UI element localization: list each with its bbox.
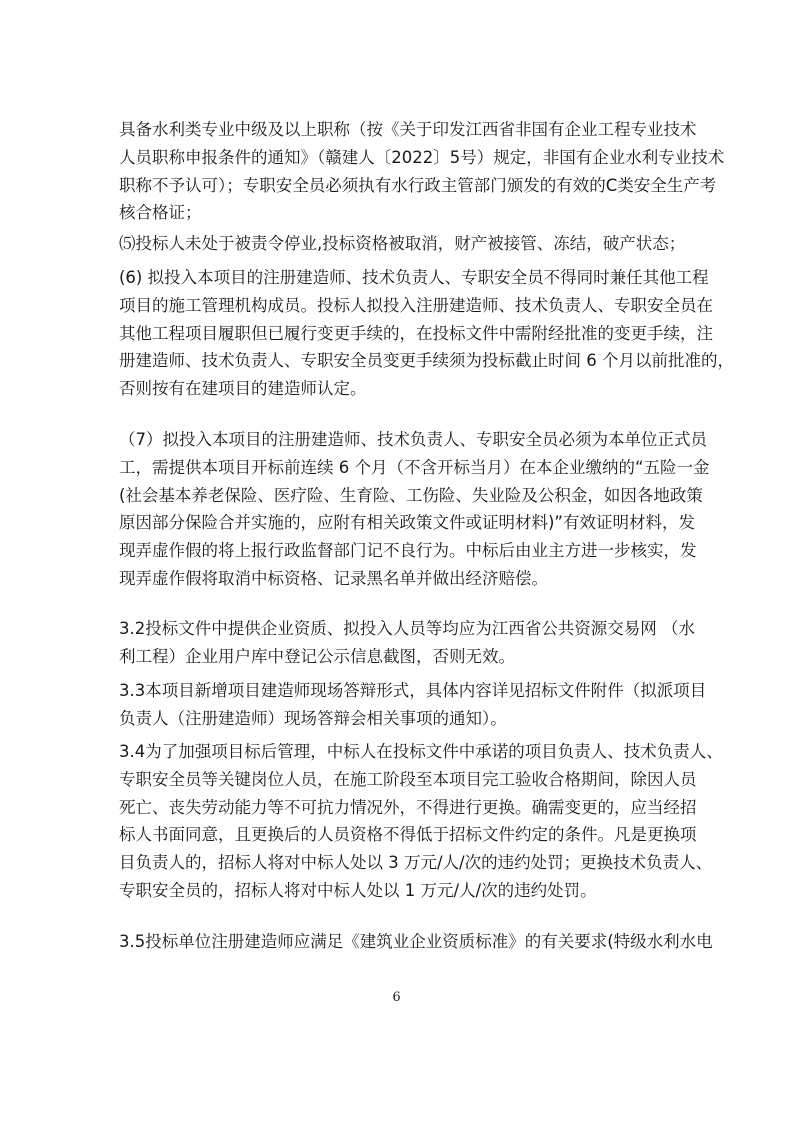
text-line: （7）拟投入本项目的注册建造师、技术负责人、专职安全员必须为本单位正式员 bbox=[119, 430, 707, 449]
page-number: 6 bbox=[392, 990, 401, 1005]
text-line: 负责人（注册建造师）现场答辩会相关事项的通知）。 bbox=[119, 708, 507, 728]
text-line: 原因部分保险合并实施的，应附有相关政策文件或证明材料)”有效证明材料，发 bbox=[119, 513, 695, 533]
text-line: 具备水利类专业中级及以上职称（按《关于印发江西省非国有企业工程专业技术 bbox=[119, 120, 697, 139]
paragraph-qualification-requirements bbox=[119, 116, 725, 227]
text-line: 人员职称申报条件的通知》（赣建人〔2022〕5号）规定，非国有企业水利专业技术 bbox=[119, 147, 725, 167]
text-line: 项目的施工管理机构成员。投标人拟投入注册建造师、技术负责人、专职安全员在 bbox=[119, 295, 713, 315]
paragraph-section-3-5 bbox=[119, 928, 713, 956]
paragraph-section-3-3 bbox=[119, 677, 707, 733]
text-line: 标人书面同意，且更换后的人员资格不得低于招标文件约定的条件。凡是更换项 bbox=[119, 825, 697, 845]
text-line: 其他工程项目履职但已履行变更手续的，在投标文件中需附经批准的变更手续，注 bbox=[119, 323, 713, 343]
paragraph-item-6 bbox=[119, 264, 734, 403]
text-line: 利工程）企业用户库中登记公示信息截图，否则无效。 bbox=[119, 646, 515, 666]
text-line: 3.5投标单位注册建造师应满足《建筑业企业资质标准》的有关要求(特级水利水电 bbox=[119, 932, 713, 951]
text-line: 现弄虚作假的将上报行政监督部门记不良行为。中标后由业主方进一步核实，发 bbox=[119, 541, 697, 561]
text-line: 专职安全员的，招标人将对中标人处以 1 万元/人/次的违约处罚。 bbox=[119, 880, 597, 900]
text-line: 现弄虚作假将取消中标资格、记录黑名单并做出经济赔偿。 bbox=[119, 568, 548, 588]
paragraph-item-5 bbox=[119, 230, 689, 258]
text-line: 3.3本项目新增项目建造师现场答辩形式，具体内容详见招标文件附件（拟派项目 bbox=[119, 681, 707, 700]
text-line: 专职安全员等关键岗位人员，在施工阶段至本项目完工验收合格期间，除因人员 bbox=[119, 769, 697, 789]
text-line: 职称不予认可）；专职安全员必须执有水行政主管部门颁发的有效的C类安全生产考 bbox=[119, 175, 717, 195]
text-line: 3.4为了加强项目标后管理，中标人在投标文件中承诺的项目负责人、技术负责人、 bbox=[119, 742, 723, 761]
text-line: (6) 拟投入本项目的注册建造师、技术负责人、专职安全员不得同时兼任其他工程 bbox=[119, 268, 709, 287]
text-line: 3.2投标文件中提供企业资质、拟投入人员等均应为江西省公共资源交易网 （水 bbox=[119, 619, 695, 638]
text-line: 死亡、丧失劳动能力等不可抗力情况外，不得进行更换。确需变更的，应当经招 bbox=[119, 797, 697, 817]
text-line: (社会基本养老保险、医疗险、生育险、工伤险、失业险及公积金，如因各地政策 bbox=[119, 485, 703, 505]
paragraph-section-3-2 bbox=[119, 615, 695, 671]
text-line: 工，需提供本项目开标前连续 6 个月（不含开标当月）在本企业缴纳的“五险一金 bbox=[119, 457, 710, 477]
text-line: 目负责人的，招标人将对中标人处以 3 万元/人/次的违约处罚；更换技术负责人、 bbox=[119, 853, 713, 873]
paragraph-section-3-4 bbox=[119, 738, 723, 905]
paragraph-item-7 bbox=[119, 426, 710, 593]
text-line: 册建造师、技术负责人、专职安全员变更手续须为投标截止时间 6 个月以前批准的， bbox=[119, 351, 734, 371]
text-line: ⑸投标人未处于被责令停业,投标资格被取消，财产被接管、冻结，破产状态； bbox=[119, 234, 686, 253]
text-line: 核合格证； bbox=[119, 203, 202, 223]
text-line: 否则按有在建项目的建造师认定。 bbox=[119, 379, 367, 399]
